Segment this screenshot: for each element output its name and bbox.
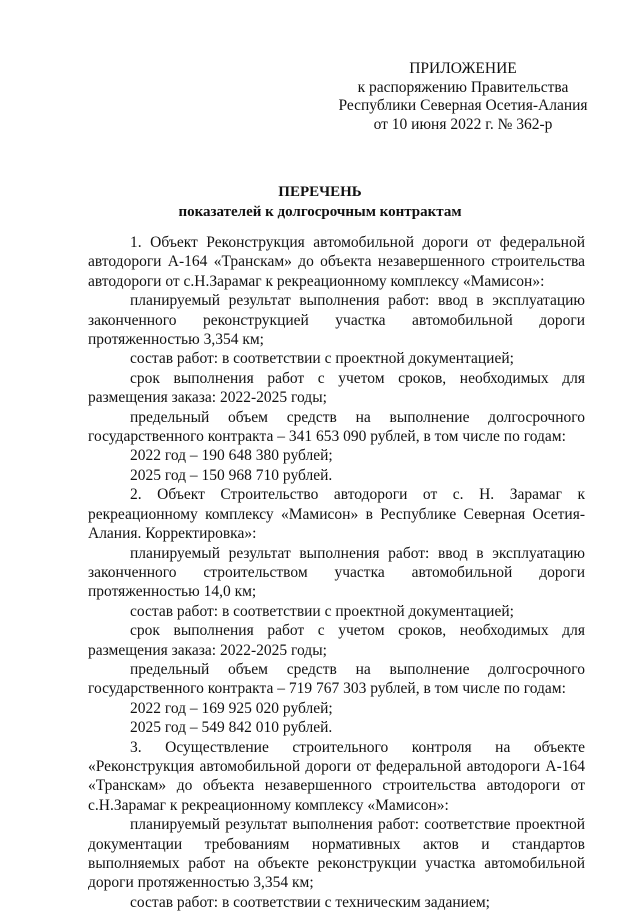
appendix-label: ПРИЛОЖЕНИЕ bbox=[409, 60, 517, 77]
item-2-composition: состав работ: в соответствии с проектной документацией; bbox=[130, 602, 514, 620]
item-3-composition: состав работ: в соответствии с техническим заданием; bbox=[130, 893, 490, 911]
item-2-year-2025: 2025 год – 549 842 010 рублей. bbox=[130, 719, 333, 737]
item-3-result: планируемый результат выполнения работ: соответствие проектной документации требованиям нормативных актов и стандартов выполняемых работ на объекте реконструкции участка автомобильной дороги протяженностью 3,354 км; bbox=[88, 816, 585, 892]
item-2-result: планируемый результат выполнения работ: ввод в эксплуатацию законченного строительством участка автомобильной дороги протяженностью 14,0 км; bbox=[88, 544, 585, 601]
item-1-intro: 1. Объект Реконструкция автомобильной дороги от федеральной автодороги А-164 «Транскам» до объекта незавершенного строительства автодороги от с.Н.Зарамаг к рекреационному комплексу «Мамисон»: bbox=[88, 234, 585, 290]
appendix-date-number: от 10 июня 2022 г. № 362-р bbox=[373, 115, 553, 133]
item-1-limit: предельный объем средств на выполнение долгосрочного государственного контракта – 341 653 090 рублей, в том числе по годам: bbox=[88, 408, 585, 446]
item-1-composition: состав работ: в соответствии с проектной документацией; bbox=[130, 350, 514, 368]
item-2-limit: предельный объем средств на выполнение долгосрочного государственного контракта – 719 767 303 рублей, в том числе по годам: bbox=[88, 660, 585, 698]
appendix-government-line: Республики Северная Осетия-Алания bbox=[338, 97, 588, 114]
item-3-intro: 3. Осуществление строительного контроля на объекте «Реконструкция автомобильной дороги от федеральной автодороги А-164 «Транскам» до объекта незавершенного строительства автодороги от с.Н.Зарамаг к рекреационному комплексу «Мамисон»: bbox=[88, 738, 585, 814]
appendix-header bbox=[318, 60, 608, 134]
document-body bbox=[88, 233, 585, 912]
item-1-term: срок выполнения работ с учетом сроков, необходимых для размещения заказа: 2022-2025 годы; bbox=[88, 369, 585, 407]
item-2-year-2022: 2022 год – 169 925 020 рублей; bbox=[130, 699, 333, 717]
document-subtitle: показателей к долгосрочным контрактам bbox=[178, 204, 462, 220]
appendix-reference-line: к распоряжению Правительства bbox=[357, 78, 569, 96]
item-2-term: срок выполнения работ с учетом сроков, необходимых для размещения заказа: 2022-2025 годы; bbox=[88, 622, 585, 659]
item-2-intro: 2. Объект Строительство автодороги от с. Н. Зарамаг к рекреационному комплексу «Мамисон» в Республике Северная Осетия-Алания. Корректировка»: bbox=[88, 486, 585, 543]
item-1-year-2022: 2022 год – 190 648 380 рублей; bbox=[130, 447, 333, 465]
item-1-year-2025: 2025 год – 150 968 710 рублей. bbox=[130, 466, 333, 484]
item-1-result: планируемый результат выполнения работ: ввод в эксплуатацию законченного реконструкцией участка автомобильной дороги протяженностью 3,354 км; bbox=[88, 292, 585, 349]
document-title: ПЕРЕЧЕНЬ bbox=[278, 184, 362, 200]
